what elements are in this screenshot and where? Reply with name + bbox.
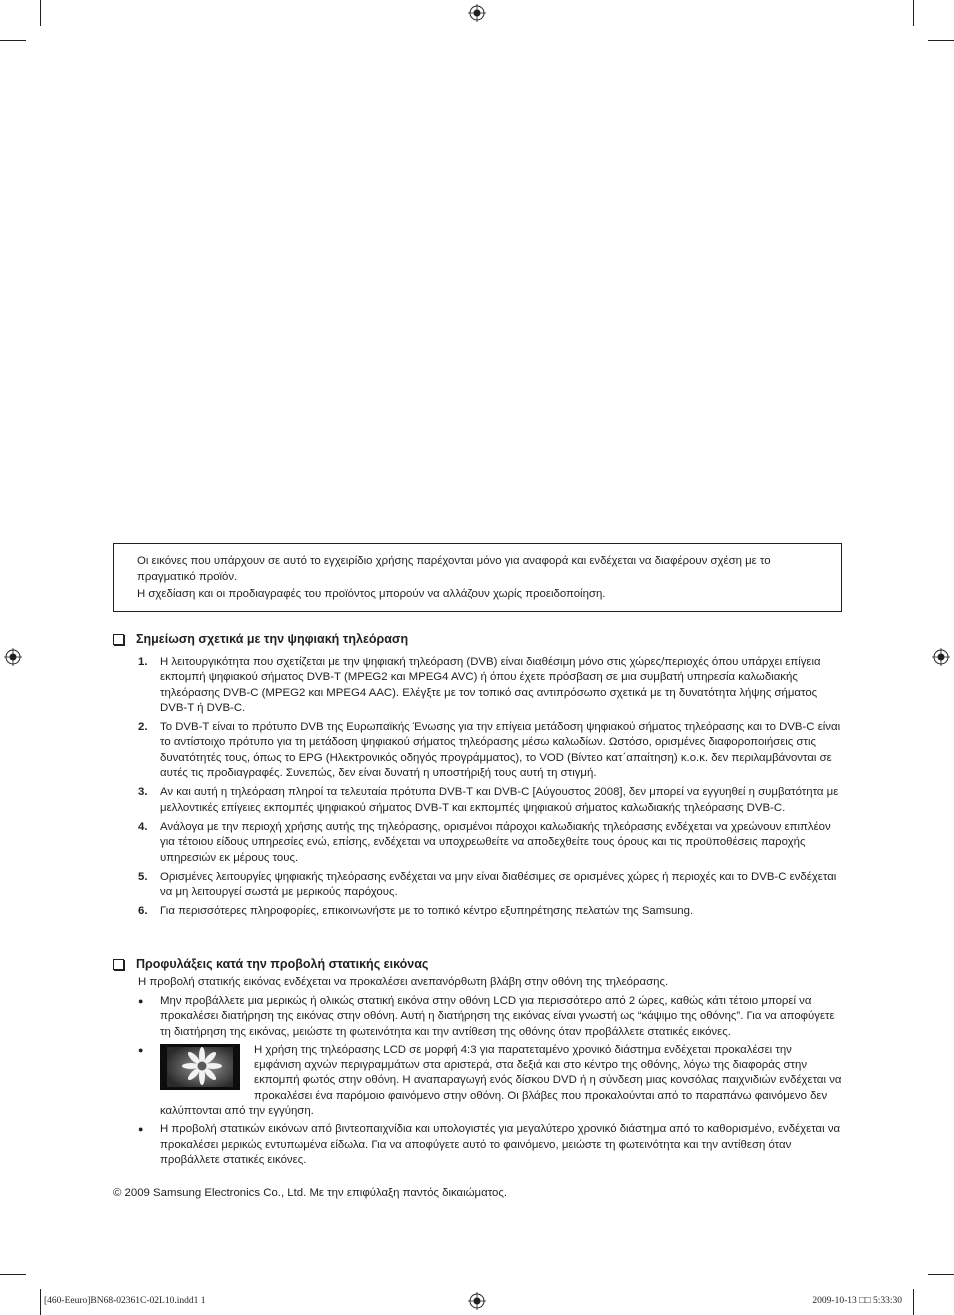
tv-screen-flower-image: [160, 1044, 240, 1090]
bullet-text: Η προβολή στατικών εικόνων από βιντεοπαιχνίδια και υπολογιστές για μεγαλύτερο χρονικό διάστημα από το καθορισμένο, ενδέχεται να προκαλέσει μερικώς εντυπωμένα είδωλα. Για να αποφύγετε αυτό το φαινόμενο, μειώστε τη φωτεινότητα και την αντίθεση όταν προβάλλετε στατικές εικόνες.: [160, 1123, 841, 1166]
still-image-bullets: [138, 994, 842, 1171]
checkbox-square-icon: [113, 634, 124, 645]
section-title: Σημείωση σχετικά με την ψηφιακή τηλεόραση: [136, 632, 409, 646]
flower-illustration-icon: [160, 1044, 240, 1090]
list-item: [138, 820, 842, 866]
crop-mark: [913, 0, 914, 26]
bullet-icon: ●: [138, 1124, 144, 1135]
item-number: 5.: [138, 870, 148, 883]
list-item: [138, 870, 842, 901]
bullet-icon: ●: [138, 996, 144, 1006]
item-number: 6.: [138, 905, 148, 918]
section-heading-digital-tv: [113, 632, 408, 646]
notice-text: Οι εικόνες που υπάρχουν σε αυτό το εγχειρίδιο χρήσης παρέχονται μόνο για αναφορά και ενδέχεται να διαφέρουν σχέση με το πραγματικό προϊόν.: [137, 555, 771, 583]
item-text: Ορισμένες λειτουργίες ψηφιακής τηλεόρασης ενδέχεται να μην είναι διαθέσιμες σε ορισμένες χώρες ή περιοχές και το DVB-C ενδέχεται να μη λειτουργεί σωστά με μερικούς παρόχους.: [160, 870, 837, 899]
item-text: Το DVB-T είναι το πρότυπο DVB της Ευρωπαϊκής Ένωσης για την επίγεια μετάδοση ψηφιακού σήματος τηλεόρασης και το DVB-C είναι το αντίστοιχο πρότυπο για τη μετάδοση ψηφιακού σήματος τηλεόρασης μέσω καλωδίων. Ωστόσο, ορισμένες διαφοροποιήσεις στις δυνατότητές τους, όπως το EPG (Ηλεκτρονικός οδηγός προγράμματος), το VOD (Βίντεο κατ΄απαίτηση) κ.ο.κ. δεν περιλαμβάνονται σε αυτές τις προδιαγραφές. Συνεπώς, δεν είναι δυνατή η υποστήριξή τους αυτή τη στιγμή.: [160, 721, 841, 780]
crop-mark: [0, 40, 26, 41]
bullet-text: Μην προβάλλετε μια μερικώς ή ολικώς στατική εικόνα στην οθόνη LCD για περισσότερο από 2 ώρες, καθώς κάτι τέτοιο μπορεί να προκαλέσει διατήρηση της εικόνας στην οθόνη. Αυτή η διατήρηση της εικόνας είναι γνωστή ως “κάψιμο της οθόνης”. Για να αποφύγετε τη διατήρηση της εικόνας, μειώστε τη φωτεινότητα και την αντίθεση της οθόνης όταν προβάλλετε στατικές εικόνες.: [160, 995, 835, 1038]
item-text: Αν και αυτή η τηλεόραση πληροί τα τελευταία πρότυπα DVB-T και DVB-C [Αύγουστος 2008], δεν μπορεί να εγγυηθεί η συμβατότητα με μελλοντικές επίγειες εκπομπές ψηφιακού σήματος DVB-T και εκπομπές ψηφιακού σήματος καλωδιακής τηλεόρασης DVB-C.: [160, 786, 839, 814]
bullet-item: [138, 1043, 842, 1119]
bullet-body: [160, 1043, 842, 1119]
item-number: 3.: [138, 786, 148, 799]
notice-text: Η σχεδίαση και οι προδιαγραφές του προϊόντος μπορούν να αλλάζουν χωρίς προειδοποίηση.: [137, 588, 606, 600]
registration-mark-icon: [468, 4, 486, 22]
list-item: [138, 655, 842, 716]
registration-mark-icon: [4, 648, 22, 666]
item-number: 4.: [138, 820, 148, 833]
crop-mark: [928, 1274, 954, 1275]
footer-left: [460-Eeuro]BN68-02361C-02L10.indd1 1: [44, 1296, 206, 1306]
bullet-text: Η χρήση της τηλεόρασης LCD σε μορφή 4:3 για παρατεταμένο χρονικό διάστημα ενδέχεται προκαλέσει την εμφάνιση αχνών περιγραμμάτων στα αριστερά, στα δεξιά και στο κέντρο της οθόνης, λόγω της διαφοράς στην εκπομπή φωτός στην οθόνη. Η αναπαραγωγή ενός δίσκου DVD ή η σύνδεση μιας κονσόλας παιχνιδιών ενδέχεται να προκαλέσει ένα παρόμοιο φαινόμενο στην οθόνη. Οι βλάβες που προκαλούνται από το παραπάνω φαινόμενο δεν καλύπτονται από την εγγύηση.: [160, 1043, 842, 1118]
list-item: [138, 720, 842, 781]
notice-box: [113, 543, 842, 612]
registration-mark-icon: [468, 1292, 486, 1310]
list-item: [138, 785, 842, 816]
bullet-item: [138, 1122, 842, 1168]
footer-right: 2009-10-13 □□ 5:33:30: [812, 1296, 902, 1306]
item-number: 1.: [138, 656, 148, 668]
item-text: Η λειτουργικότητα που σχετίζεται με την ψηφιακή τηλεόραση (DVB) είναι διαθέσιμη μόνο στις χώρες/περιοχές όπου υπάρχει επίγεια εκπομπή ψηφιακού σήματος DVB-T (MPEG2 και MPEG4 AVC) ή όπου έχετε πρόσβαση σε μια συμβατή υπηρεσία καλωδιακής τηλεόρασης DVB-C (MPEG2 και MPEG4 AAC). Ελέγξτε με τον τοπικό σας αντιπρόσωπο σχετικά με τη δυνατότητα λήψης σήματος DVB-T ή DVB-C.: [160, 656, 821, 714]
crop-mark: [913, 1289, 914, 1315]
bullet-item: [138, 994, 842, 1040]
checkbox-square-icon: [113, 959, 124, 970]
list-item: [138, 904, 842, 919]
digital-tv-list: [138, 655, 842, 924]
bullet-icon: ●: [138, 1044, 144, 1055]
section-intro: Η προβολή στατικής εικόνας ενδέχεται να προκαλέσει ανεπανόρθωτη βλάβη στην οθόνη της τηλεόρασης.: [138, 976, 669, 988]
crop-mark: [40, 0, 41, 26]
item-text: Ανάλογα με την περιοχή χρήσης αυτής της τηλεόρασης, ορισμένοι πάροχοι καλωδιακής τηλεόρασης ενδέχεται να χρεώνουν επιπλέον για τέτοιου είδους υπηρεσίες ενώ, επίσης, ενδέχεται να υποχρεωθείτε να αποδεχθείτε τους όρους και τις προϋποθέσεις παροχής υπηρεσιών εκ μέρους τους.: [160, 820, 831, 864]
copyright-text: © 2009 Samsung Electronics Co., Ltd. Με την επιφύλαξη παντός δικαιώματος.: [113, 1187, 508, 1199]
crop-mark: [928, 40, 954, 41]
crop-mark: [0, 1274, 26, 1275]
registration-mark-icon: [932, 648, 950, 666]
crop-mark: [40, 1289, 41, 1315]
section-title: Προφυλάξεις κατά την προβολή στατικής εικόνας: [136, 957, 429, 971]
item-number: 2.: [138, 721, 148, 734]
item-text: Για περισσότερες πληροφορίες, επικοινωνήστε με το τοπικό κέντρο εξυπηρέτησης πελατών της Samsung.: [160, 905, 694, 918]
section-heading-still-image: [113, 957, 428, 971]
